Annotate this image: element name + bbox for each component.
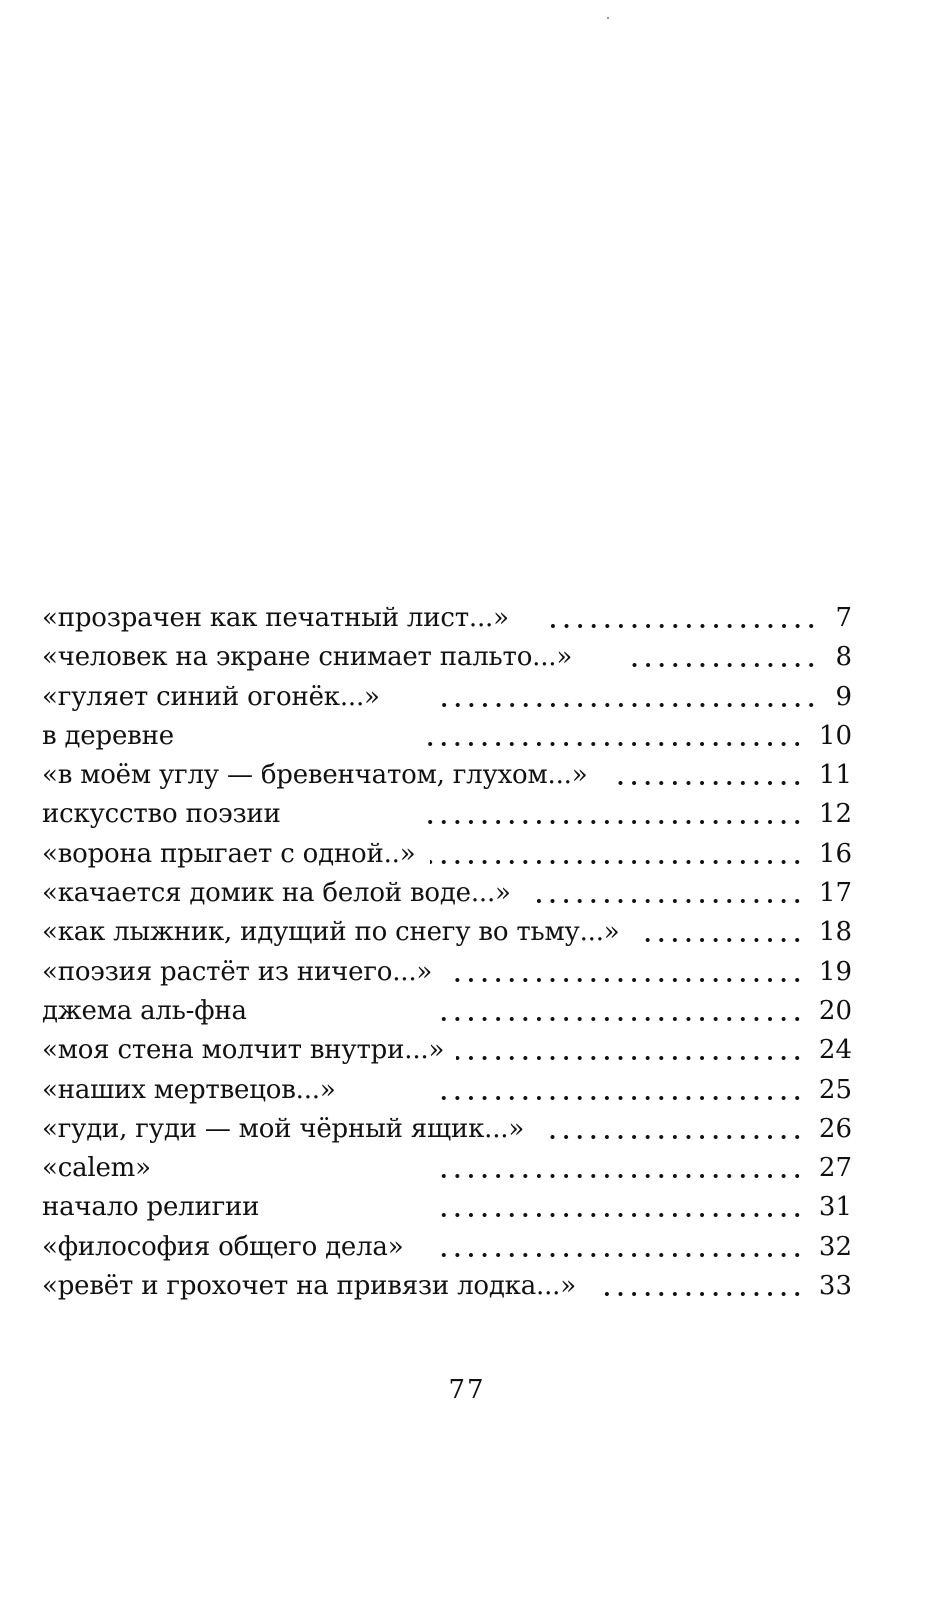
toc-entry-title: начало религии [42, 1192, 260, 1223]
toc-leader-dots [440, 1196, 804, 1220]
toc-entry-page: 32 [818, 1231, 852, 1262]
toc-entry[interactable] [42, 1192, 852, 1231]
toc-entry[interactable] [42, 1075, 852, 1114]
toc-entry[interactable] [42, 682, 852, 721]
toc-leader-dots [530, 882, 804, 906]
toc-entry[interactable] [42, 721, 852, 760]
toc-entry[interactable] [42, 839, 852, 878]
toc-leader-dots [632, 646, 818, 670]
toc-entry[interactable] [42, 1153, 852, 1192]
toc-leader-dots [440, 1157, 804, 1181]
toc-entry[interactable] [42, 1232, 852, 1271]
toc-leader-dots [456, 1039, 804, 1063]
toc-leader-dots [440, 1236, 804, 1260]
toc-leader-dots [454, 961, 804, 985]
toc-entry-title: «гуляет синий огонёк...» [42, 681, 380, 712]
paper-speck [607, 17, 609, 19]
toc-entry-page: 12 [818, 799, 852, 830]
toc-leader-dots [426, 725, 804, 749]
toc-entry-title: «моя стена молчит внутри...» [42, 1035, 445, 1066]
toc-entry-page: 24 [818, 1035, 852, 1066]
toc-entry-title: «человек на экране снимает пальто...» [42, 642, 573, 673]
toc-entry-page: 31 [818, 1192, 852, 1223]
toc-entry-title: искусство поэзии [42, 799, 281, 830]
toc-entry-page: 10 [818, 720, 852, 751]
toc-entry[interactable] [42, 799, 852, 838]
toc-leader-dots [550, 1118, 804, 1142]
toc-entry-page: 19 [818, 956, 852, 987]
toc-entry[interactable] [42, 996, 852, 1035]
toc-leader-dots [640, 921, 804, 945]
toc-entry-title: «ворона прыгает с одной..» [42, 838, 416, 869]
toc-entry[interactable] [42, 1114, 852, 1153]
toc-entry-title: «прозрачен как печатный лист...» [42, 603, 509, 633]
toc-entry-page: 20 [818, 995, 852, 1026]
toc-entry-title: «ревёт и грохочет на привязи лодка...» [42, 1271, 576, 1302]
toc-entry[interactable] [42, 603, 852, 642]
toc-entry-page: 17 [818, 878, 852, 909]
toc-entry[interactable] [42, 1271, 852, 1310]
toc-entry-title: «как лыжник, идущий по снегу во тьму...» [42, 917, 620, 948]
toc-leader-dots [430, 843, 804, 867]
table-of-contents [42, 603, 852, 1310]
toc-entry[interactable] [42, 878, 852, 917]
toc-entry[interactable] [42, 1035, 852, 1074]
toc-entry-page: 9 [835, 681, 852, 712]
toc-entry-title: «философия общего дела» [42, 1231, 404, 1262]
toc-entry-page: 26 [818, 1113, 852, 1144]
toc-entry-page: 33 [818, 1271, 852, 1302]
toc-entry-title: в деревне [42, 720, 174, 751]
toc-entry[interactable] [42, 917, 852, 956]
toc-entry-title: «качается домик на белой воде...» [42, 878, 511, 909]
toc-leader-dots [542, 607, 818, 631]
toc-entry-title: «в моём углу — бревенчатом, глухом...» [42, 760, 588, 791]
toc-entry[interactable] [42, 957, 852, 996]
toc-entry-title: джема аль-фна [42, 995, 247, 1026]
toc-entry-page: 27 [818, 1153, 852, 1184]
toc-entry-title: «гуди, гуди — мой чёрный ящик...» [42, 1113, 525, 1144]
toc-leader-dots [426, 803, 804, 827]
toc-leader-dots [610, 764, 804, 788]
toc-leader-dots [440, 686, 818, 710]
toc-leader-dots [602, 1275, 804, 1299]
toc-entry-page: 25 [818, 1074, 852, 1105]
toc-entry-title: «calem» [42, 1153, 151, 1184]
toc-entry-page: 11 [818, 760, 852, 791]
toc-entry[interactable] [42, 760, 852, 799]
toc-entry[interactable] [42, 642, 852, 681]
page-number: 77 [448, 1375, 486, 1405]
toc-entry-page: 16 [818, 838, 852, 869]
toc-entry-title: «наших мертвецов...» [42, 1074, 336, 1105]
toc-leader-dots [440, 1000, 804, 1024]
toc-entry-page: 7 [835, 603, 852, 633]
toc-leader-dots [440, 1079, 804, 1103]
toc-entry-page: 8 [835, 642, 852, 673]
toc-entry-page: 18 [818, 917, 852, 948]
toc-entry-title: «поэзия растёт из ничего...» [42, 956, 433, 987]
